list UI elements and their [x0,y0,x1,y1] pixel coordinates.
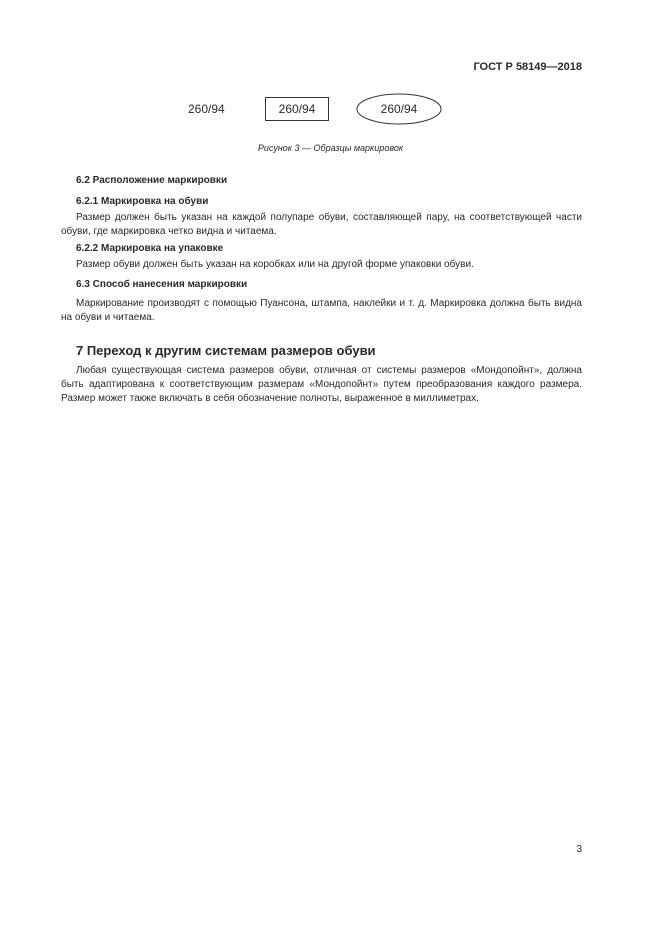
marking-sample-oval-frame [356,93,442,125]
marking-sample-plain: 260/94 [188,102,225,116]
marking-sample-boxed: 260/94 [265,97,329,121]
paragraph-6-2-2: Размер обуви должен быть указан на коробках или на другой форме упаковки обуви. [76,259,474,270]
section-heading-6-3: 6.3 Способ нанесения маркировки [76,279,248,290]
section-heading-6-2-2: 6.2.2 Маркировка на упаковке [76,243,224,254]
section-heading-6-2-1: 6.2.1 Маркировка на обуви [76,196,209,207]
paragraph-6-3: Маркирование производят с помощью Пуансона, штампа, наклейки и т. д. Маркировка должна быть видна на обуви и читаема. [61,298,582,323]
section-heading-7: 7 Переход к другим системам размеров обуви [76,343,376,358]
page-number: 3 [576,844,582,855]
marking-sample-oval: 260/94 [380,102,418,116]
document-code: ГОСТ Р 58149—2018 [473,61,582,73]
figure-caption: Рисунок 3 — Образцы маркировок [257,143,404,153]
paragraph-6-2-1: Размер должен быть указан на каждой полупаре обуви, составляющей пару, на соответствующей части обуви, где маркировка четко видна и читаема. [61,212,582,237]
paragraph-7: Любая существующая система размеров обуви, отличная от системы размеров «Мондопойнт», должна быть адаптирована к соответствующим размерам «Мондопойнт» путем преобразования каждого размера. Размер может также включать в себя обозначение полноты, выраженное в миллиметрах. [61,365,582,404]
section-heading-6-2: 6.2 Расположение маркировки [76,175,228,186]
